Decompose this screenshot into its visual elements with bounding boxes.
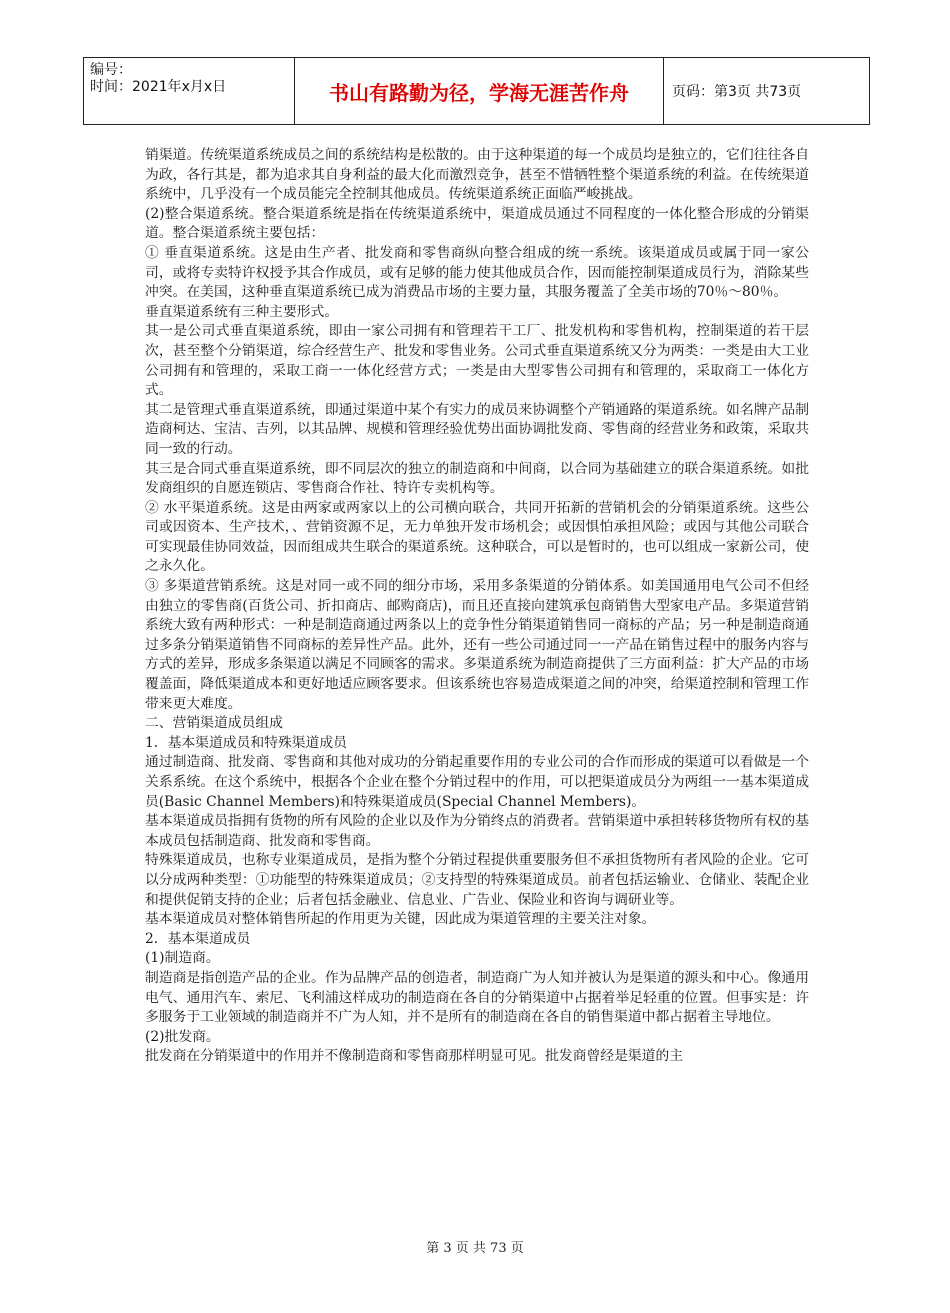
paragraph: ② 水平渠道系统。这是由两家或两家以上的公司横向联合，共同开拓新的营销机会的分销渠道系统。这些公司或因资本、生产技术，、营销资源不足，无力单独开发市场机会；或因惧怕承担风险；或因与其他公司联合可实现最佳协同效益，因而组成共生联合的渠道系统。这种联合，可以是暂时的，也可以组成一家新公司，使之永久化。	[145, 499, 809, 575]
document-number-label: 编号：	[90, 62, 132, 78]
paragraph: ① 垂直渠道系统。这是由生产者、批发商和零售商纵向整合组成的统一系统。该渠道成员或属于同一家公司，或将专卖特许权授予其合作成员，或有足够的能力使其他成员合作，因而能控制渠道成员行为，消除某些冲突。在美国，这种垂直渠道系统已成为消费品市场的主要力量，其服务覆盖了全美市场的70％～80％。	[145, 244, 809, 301]
document-time-label: 时间：2021年x月x日	[90, 79, 227, 95]
subsection-heading: 2．基本渠道成员	[145, 930, 251, 947]
page-footer: 第 3 页 共 73 页	[426, 1241, 524, 1256]
paragraph: (2)整合渠道系统。整合渠道系统是指在传统渠道系统中，渠道成员通过不同程度的一体化整合形成的分销渠道。整合渠道系统主要包括：	[145, 205, 809, 242]
paragraph: 其三是合同式垂直渠道系统，即不同层次的独立的制造商和中间商，以合同为基础建立的联合渠道系统。如批发商组织的自愿连锁店、零售商合作社、特许专卖机构等。	[145, 460, 809, 497]
paragraph: 垂直渠道系统有三种主要形式。	[145, 303, 339, 320]
paragraph: 通过制造商、批发商、零售商和其他对成功的分销起重要作用的专业公司的合作而形成的渠道可以看做是一个关系系统。在这个系统中，根据各个企业在整个分销过程中的作用，可以把渠道成员分为两组一一基本渠道成员(Basic Channel Members)和特殊渠道成员(Special Channel Members)。	[145, 754, 809, 810]
paragraph: 批发商在分销渠道中的作用并不像制造商和零售商那样明显可见。批发商曾经是渠道的主	[145, 1048, 684, 1065]
paragraph: 制造商是指创造产品的企业。作为品牌产品的创造者，制造商广为人知并被认为是渠道的源头和中心。像通用电气、通用汽车、索尼、飞利浦这样成功的制造商在各自的分销渠道中占据着举足轻重的位置。但事实是：许多服务于工业领域的制造商并不广为人知，并不是所有的制造商在各自的销售渠道中都占据着主导地位。	[145, 969, 809, 1026]
header-motto: 书山有路勤为径，学海无涯苦作舟	[295, 58, 664, 125]
paragraph: 其二是管理式垂直渠道系统，即通过渠道中某个有实力的成员来协调整个产销通路的渠道系统。如名牌产品制造商柯达、宝洁、吉列，以其品牌、规模和管理经验优势出面协调批发商、零售商的经营业务和政策，采取共同一致的行动。	[145, 401, 809, 457]
header-table	[83, 57, 870, 125]
subsection-heading: 1．基本渠道成员和特殊渠道成员	[145, 734, 347, 751]
paragraph: 特殊渠道成员，也称专业渠道成员，是指为整个分销过程提供重要服务但不承担货物所有者风险的企业。它可以分成两种类型：①功能型的特殊渠道成员；②支持型的特殊渠道成员。前者包括运输业、仓储业、装配企业和提供促销支持的企业；后者包括金融业、信息业、广告业、保险业和咨询与调研业等。	[145, 852, 809, 908]
paragraph: 其一是公司式垂直渠道系统，即由一家公司拥有和管理若干工厂、批发机构和零售机构，控制渠道的若干层次，甚至整个分销渠道，综合经营生产、批发和零售业务。公司式垂直渠道系统又分为两类：一类是由大工业公司拥有和管理的，采取工商一一体化经营方式；一类是由大型零售公司拥有和管理的，采取商工一体化方式。	[145, 323, 809, 399]
section-heading: 二、营销渠道成员组成	[145, 715, 283, 732]
paragraph: (2)批发商。	[145, 1028, 220, 1045]
header-page-label: 页码：第3页 共73页	[664, 58, 870, 125]
paragraph: 基本渠道成员指拥有货物的所有风险的企业以及作为分销终点的消费者。营销渠道中承担转移货物所有权的基本成员包括制造商、批发商和零售商。	[145, 813, 809, 849]
document-body	[145, 146, 809, 1067]
paragraph: (1)制造商。	[145, 950, 220, 967]
header-info-cell	[84, 58, 295, 125]
paragraph: 销渠道。传统渠道系统成员之间的系统结构是松散的。由于这种渠道的每一个成员均是独立的，它们往往各自为政，各行其是，都为追求其自身利益的最大化而激烈竞争，甚至不惜牺牲整个渠道系统的利益。在传统渠道系统中，几乎没有一个成员能完全控制其他成员。传统渠道系统正面临严峻挑战。	[145, 147, 809, 203]
paragraph: ③ 多渠道营销系统。这是对同一或不同的细分市场，采用多条渠道的分销体系。如美国通用电气公司不但经由独立的零售商(百货公司、折扣商店、邮购商店)，而且还直接向建筑承包商销售大型家电产品。多渠道营销系统大致有两种形式：一种是制造商通过两条以上的竞争性分销渠道销售同一商标的产品；另一种是制造商通过多条分销渠道销售不同商标的差异性产品。此外，还有一些公司通过同一一产品在销售过程中的服务内容与方式的差异，形成多条渠道以满足不同顾客的需求。多渠道系统为制造商提供了三方面利益：扩大产品的市场覆盖面，降低渠道成本和更好地适应顾客要求。但该系统也容易造成渠道之间的冲突，给渠道控制和管理工作带来更大难度。	[145, 578, 809, 712]
paragraph: 基本渠道成员对整体销售所起的作用更为关键，因此成为渠道管理的主要关注对象。	[145, 911, 656, 928]
